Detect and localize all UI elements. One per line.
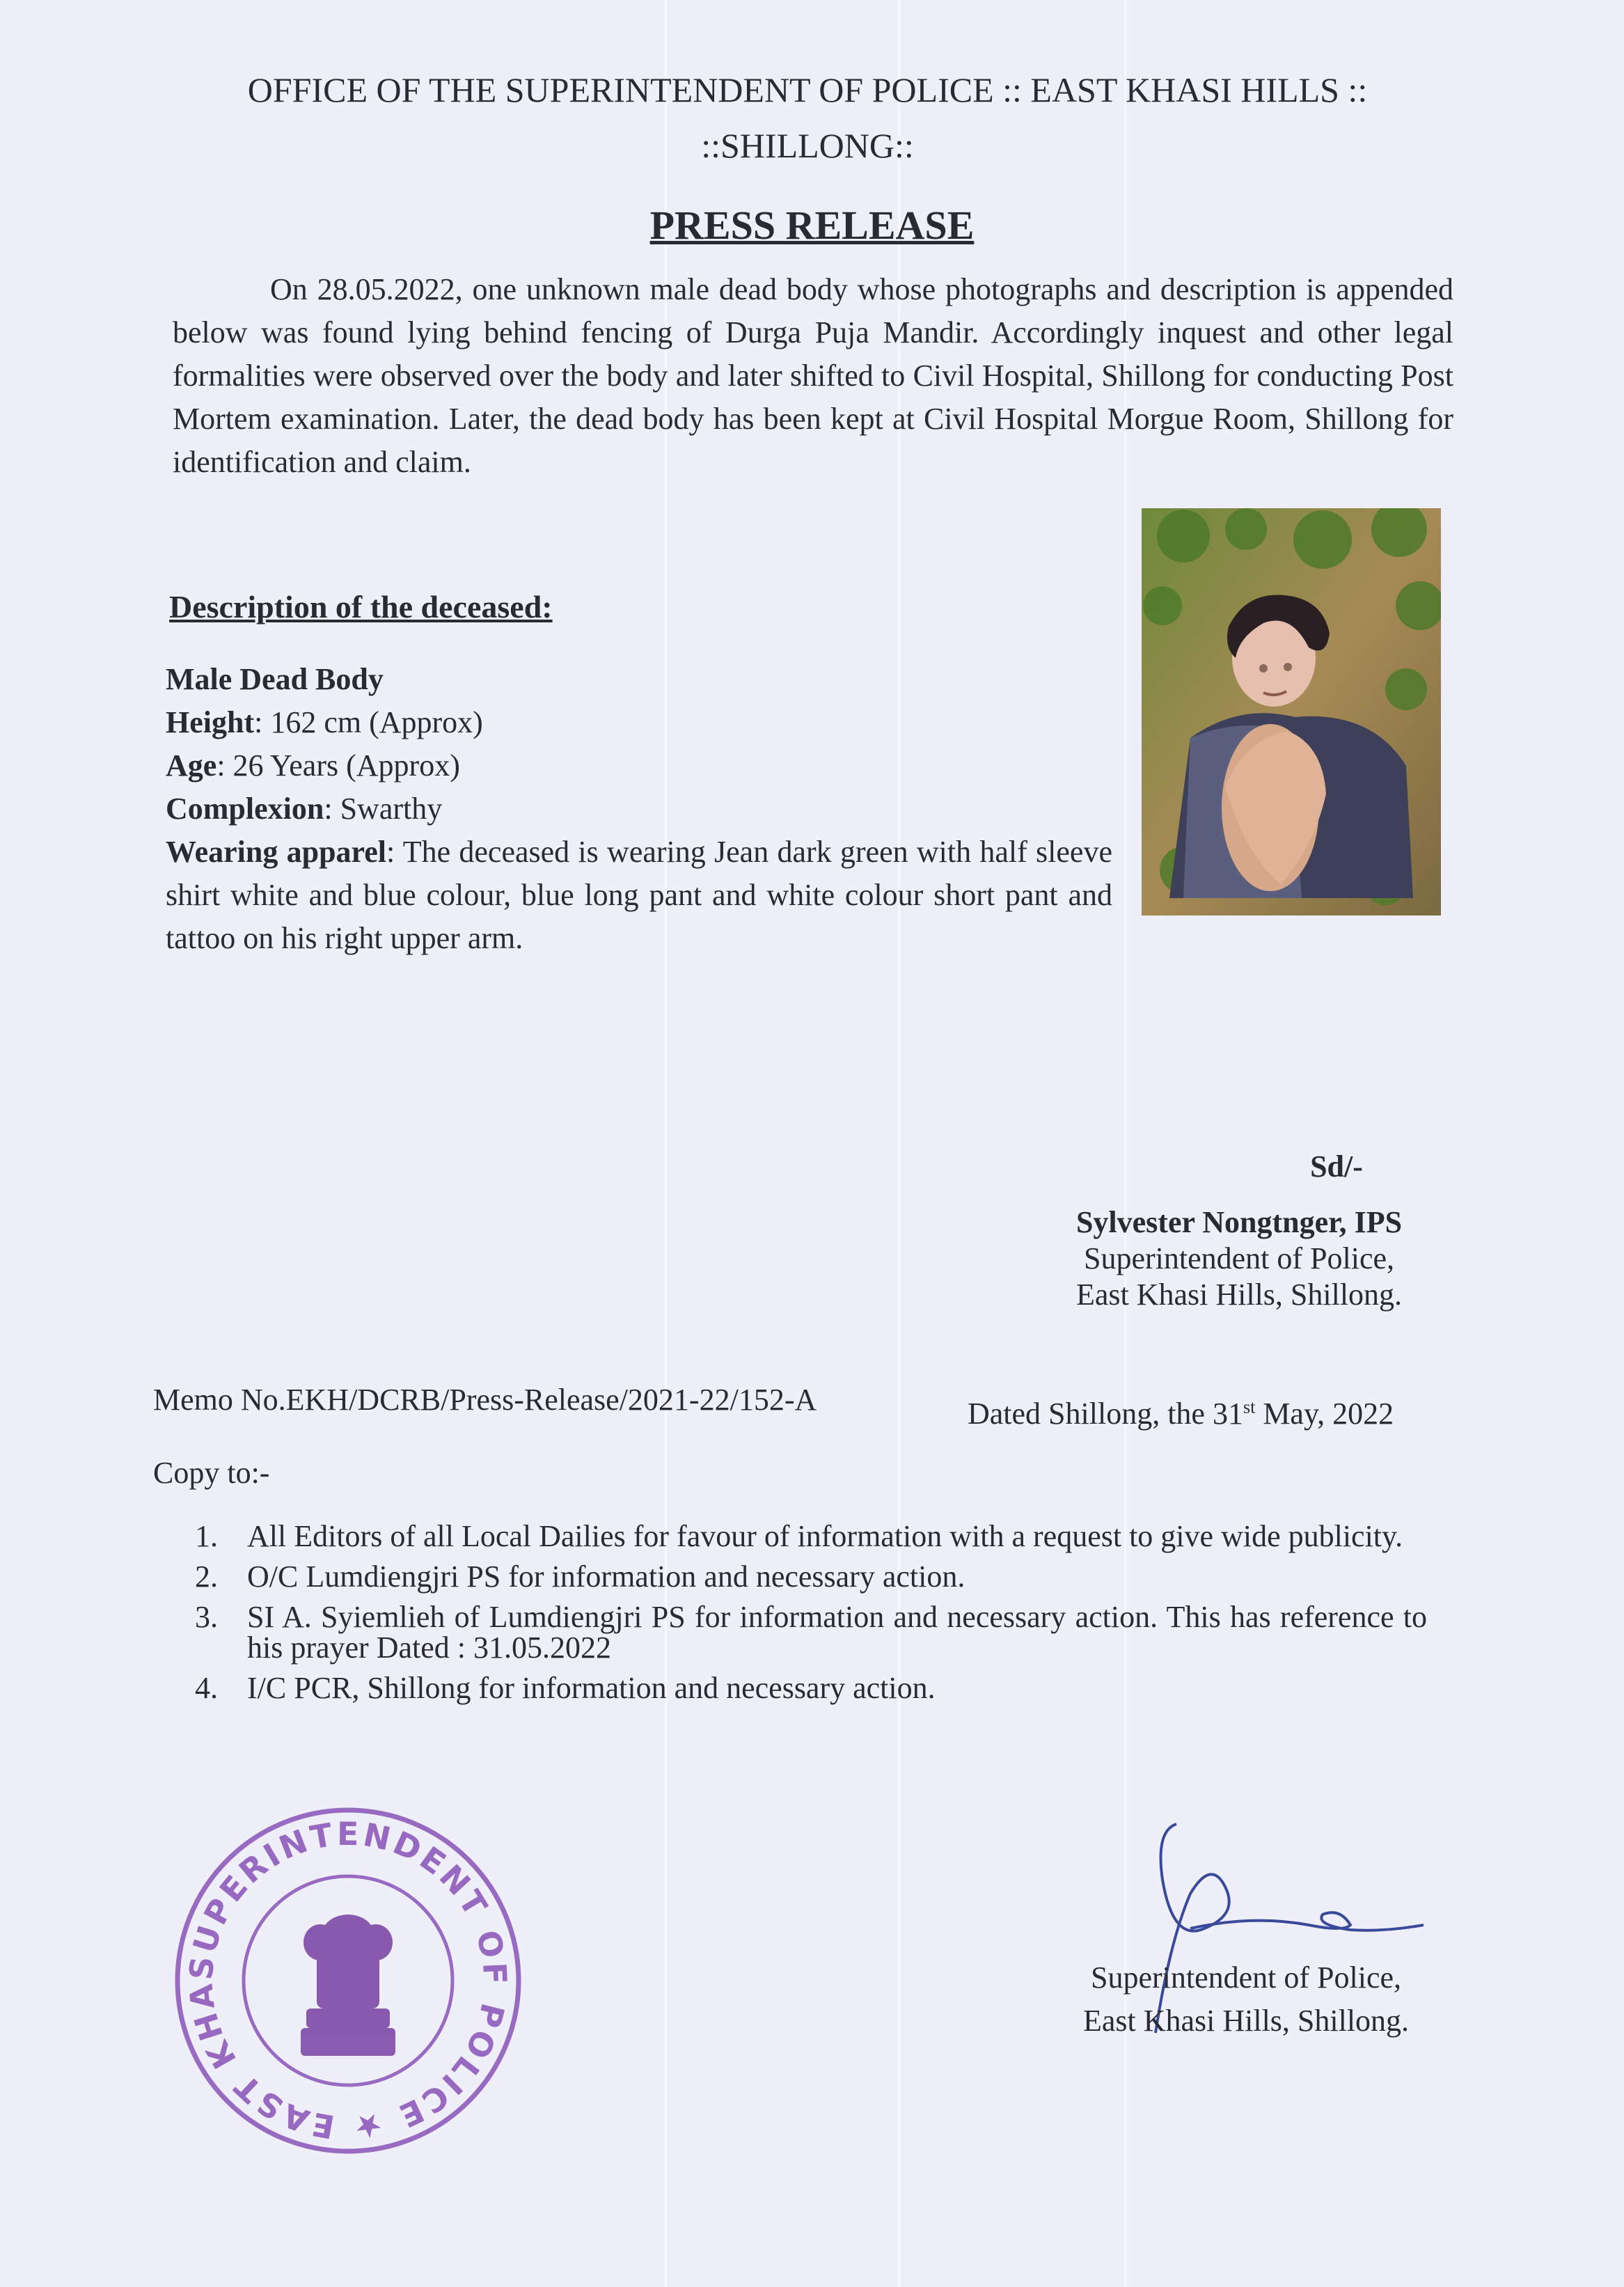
- dated-line: [968, 1396, 1394, 1431]
- height-label: Height: [166, 705, 255, 739]
- closing-signatory-block: [1065, 1956, 1427, 2043]
- national-emblem-icon: [301, 1915, 395, 2056]
- intro-paragraph: On 28.05.2022, one unknown male dead body whose photographs and description is appended below was found lying behind fencing of Durga Puja Mandir. Accordingly inquest and other legal formalities were observed over the body and later shifted to Civil Hospital, Shillong for conducting Post Mortem examination. Later, the dead body has been kept at Civil Hospital Morgue Room, Shillong for identification and claim.: [173, 272, 1453, 479]
- sd-mark: Sd/-: [1310, 1149, 1363, 1184]
- closing-location: East Khasi Hills, Shillong.: [1082, 2004, 1410, 2038]
- list-item-number: 1.: [195, 1519, 218, 1553]
- list-item: [195, 1521, 1427, 1552]
- dated-prefix: Dated Shillong, the 31: [968, 1397, 1243, 1431]
- seal-text: SUPERINTENDENT OF POLICE ★ EAST KHA: [182, 1814, 514, 2147]
- list-item-text: SI A. Syiemlieh of Lumdiengjri PS for information and necessary action. This has reference to his prayer Dated : 31.05.2022: [247, 1600, 1427, 1665]
- list-item-number: 4.: [195, 1671, 218, 1705]
- list-item-text: O/C Lumdiengjri PS for information and necessary action.: [247, 1559, 965, 1594]
- deceased-photo: [1142, 508, 1441, 915]
- apparel-value: : The deceased is wearing Jean dark green with half sleeve shirt white and blue colour, blue long pant and white colour short pant and tattoo on his right upper arm.: [166, 835, 1112, 955]
- apparel-label: Wearing apparel: [166, 835, 387, 869]
- signatory-location: East Khasi Hills, Shillong.: [1075, 1278, 1403, 1312]
- memo-number: Memo No.EKH/DCRB/Press-Release/2021-22/152-A: [153, 1383, 817, 1417]
- office-header-line-2: ::SHILLONG::: [701, 126, 914, 165]
- copy-to-list: [195, 1521, 1427, 1713]
- list-item-number: 2.: [195, 1559, 218, 1594]
- copy-to-label: Copy to:-: [153, 1456, 270, 1490]
- description-heading: Description of the deceased:: [169, 589, 553, 624]
- list-item-text: I/C PCR, Shillong for information and necessary action.: [247, 1671, 936, 1705]
- age-value: : 26 Years (Approx): [216, 748, 460, 783]
- dated-suffix: May, 2022: [1255, 1397, 1394, 1431]
- page-title: PRESS RELEASE: [649, 203, 975, 248]
- dated-ordinal: st: [1243, 1397, 1256, 1417]
- subject-label: Male Dead Body: [166, 662, 384, 696]
- age-label: Age: [166, 748, 217, 783]
- signatory-designation: Superintendent of Police,: [1083, 1241, 1394, 1275]
- official-seal-stamp: [167, 1800, 529, 2162]
- list-item: [195, 1559, 1427, 1594]
- complexion-value: : Swarthy: [324, 792, 443, 826]
- height-value: : 162 cm (Approx): [254, 705, 483, 739]
- signatory-name: Sylvester Nongtnger, IPS: [1075, 1205, 1403, 1239]
- list-item: [195, 1673, 1427, 1704]
- complexion-label: Complexion: [166, 792, 324, 826]
- office-header-line-1: OFFICE OF THE SUPERINTENDENT OF POLICE :: EAST KHASI HILLS ::: [247, 70, 1368, 109]
- signatory-block: [1030, 1149, 1448, 1313]
- list-item: [195, 1602, 1427, 1663]
- closing-designation: Superintendent of Police,: [1090, 1960, 1401, 1995]
- list-item-number: 3.: [195, 1600, 218, 1634]
- description-block: [166, 658, 1112, 960]
- list-item-text: All Editors of all Local Dailies for favour of information with a request to give wide publicity.: [247, 1519, 1403, 1553]
